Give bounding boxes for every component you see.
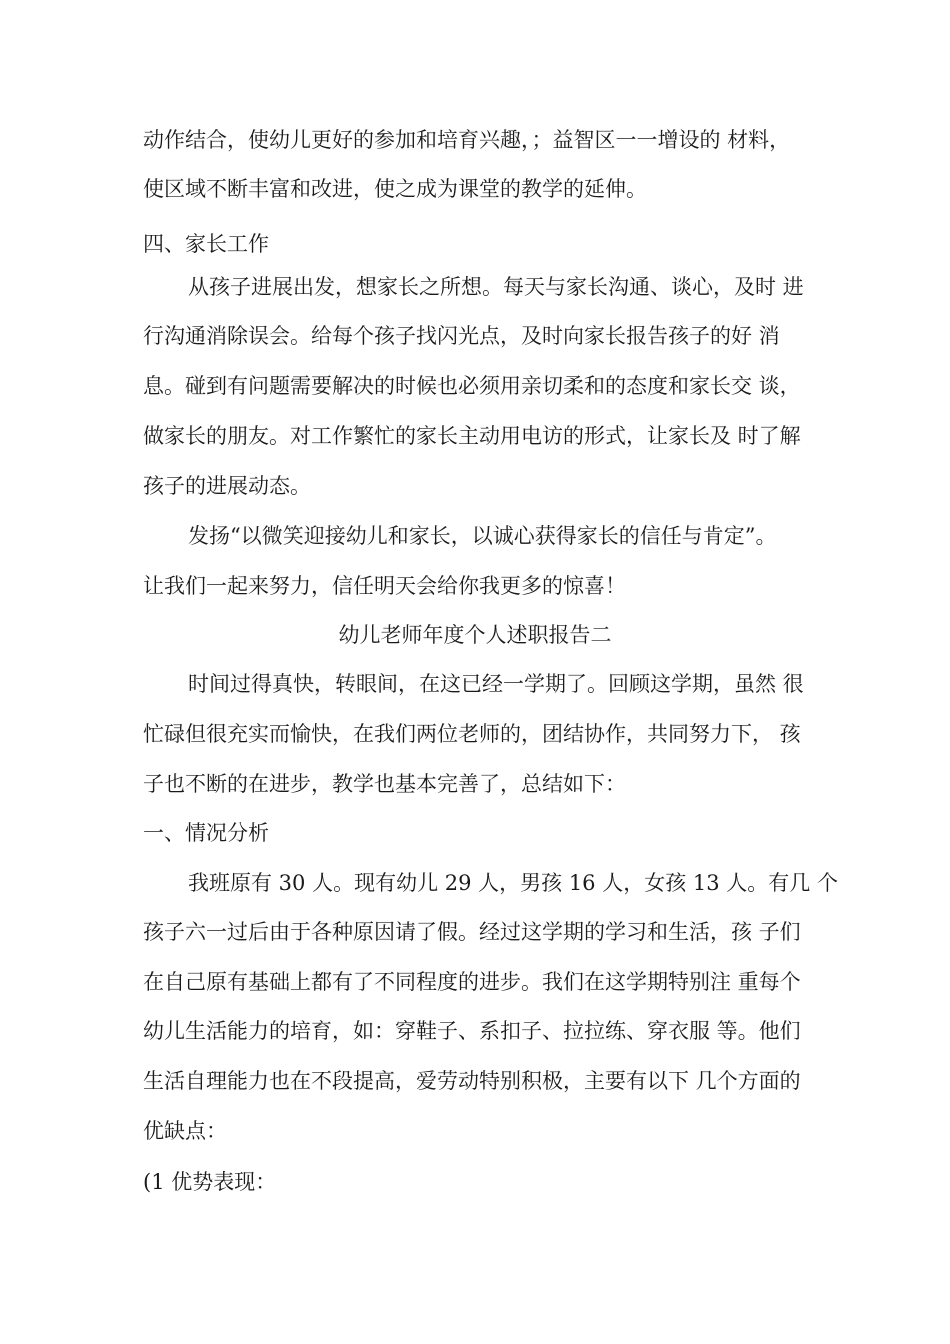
text-line: 幼儿生活能力的培育，如：穿鞋子、系扣子、拉拉练、穿衣服 等。他们 <box>143 1019 801 1043</box>
text-line: 使区域不断丰富和改进，使之成为课堂的教学的延伸。 <box>143 177 647 201</box>
text-line: 孩子六一过后由于各种原因请了假。经过这学期的学习和生活，孩 子们 <box>143 920 801 944</box>
section-heading: 四、家长工作 <box>143 232 269 256</box>
section-heading: 一、情况分析 <box>143 821 269 845</box>
text-line: 在自己原有基础上都有了不同程度的进步。我们在这学期特别注 重每个 <box>143 970 801 994</box>
paragraph-start-line: 从孩子进展出发，想家长之所想。每天与家长沟通、谈心，及时 进 <box>188 275 804 299</box>
text-line: 优缺点： <box>143 1119 227 1143</box>
text-line: 动作结合，使幼儿更好的参加和培育兴趣，；益智区一一增设的 材料， <box>143 128 791 152</box>
text-line: 息。碰到有问题需要解决的时候也必须用亲切柔和的态度和家长交 谈， <box>143 374 801 398</box>
report-title: 幼儿老师年度个人述职报告二 <box>338 623 612 647</box>
text-line: 孩子的进展动态。 <box>143 474 311 498</box>
paragraph-start-line: 发扬“以微笑迎接幼儿和家长，以诚心获得家长的信任与肯定”。 <box>188 524 777 548</box>
paragraph-start-line: 我班原有 30 人。现有幼儿 29 人，男孩 16 人，女孩 13 人。有几 个 <box>188 871 838 895</box>
text-line: 子也不断的在进步，教学也基本完善了，总结如下： <box>143 772 626 796</box>
text-line: 做家长的朋友。对工作繁忙的家长主动用电访的形式，让家长及 时了解 <box>143 424 801 448</box>
text-line: 生活自理能力也在不段提高，爱劳动特别积极，主要有以下 几个方面的 <box>143 1069 801 1093</box>
text-line: 忙碌但很充实而愉快，在我们两位老师的，团结协作，共同努力下， 孩 <box>143 722 801 746</box>
list-item-label: (1 优势表现： <box>143 1170 277 1194</box>
text-line: 让我们一起来努力，信任明天会给你我更多的惊喜！ <box>143 574 626 598</box>
paragraph-start-line: 时间过得真快，转眼间，在这已经一学期了。回顾这学期，虽然 很 <box>188 672 804 696</box>
text-line: 行沟通消除误会。给每个孩子找闪光点，及时向家长报告孩子的好 消 <box>143 324 780 348</box>
